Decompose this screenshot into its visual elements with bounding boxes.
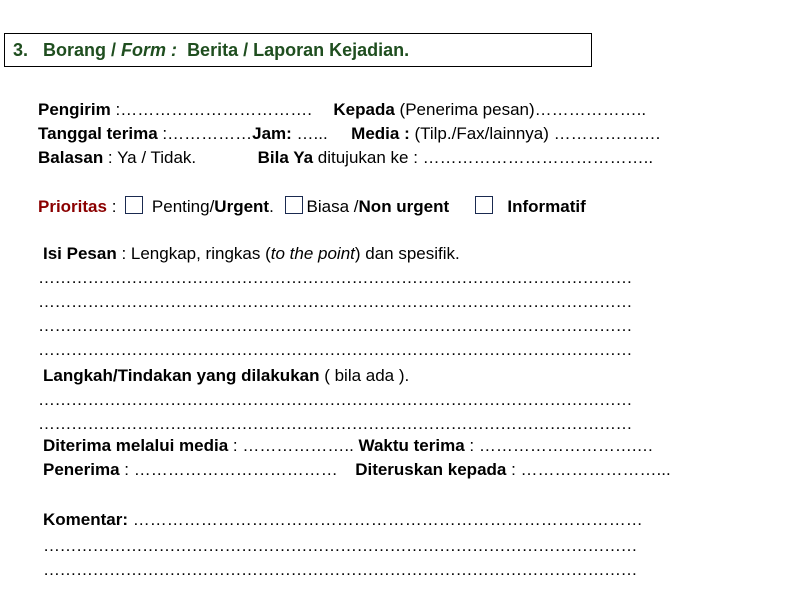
tanggal-field[interactable]: :…………… [157,124,253,143]
komentar-line-2[interactable]: ……………………………………………………………………………………………… [43,560,637,579]
isi-pesan-text-italic: to the point [270,244,355,263]
jam-label: Jam: [252,124,292,143]
isi-pesan-text-a: : Lengkap, ringkas ( [116,244,271,263]
penting-label-b: Urgent [214,197,270,216]
isi-pesan-line-2[interactable]: ……………………………………………………………………………………………… [38,292,632,311]
kepada-label: Kepada [333,100,395,119]
biasa-label-a: Biasa / [306,197,359,216]
pengirim-label: Pengirim [38,100,111,119]
isi-pesan-line-3[interactable]: ……………………………………………………………………………………………… [38,316,632,335]
prioritas-row [38,196,586,217]
komentar-field[interactable]: ……………………………………………………………………………… [128,510,643,529]
isi-pesan-line-1[interactable]: ……………………………………………………………………………………………… [38,268,632,287]
pengirim-field[interactable]: :……………………………. [110,100,312,119]
diteruskan-field[interactable]: : ……………………... [506,460,671,479]
diterima-row [43,436,654,456]
biasa-label-b: Non urgent [358,197,450,216]
isi-pesan-row [43,244,460,264]
penerima-row [43,460,671,480]
penting-label-a: Penting/ [151,197,215,216]
penerima-label: Penerima [43,460,120,479]
jam-field[interactable]: …... [291,124,328,143]
isi-pesan-label: Isi Pesan [43,244,117,263]
balasan-row [38,148,653,168]
langkah-label: Langkah/Tindakan yang dilakukan [43,366,320,385]
informatif-label: Informatif [507,197,586,216]
bilaya-label: Bila Ya [257,148,314,167]
langkah-text: ( bila ada ). [319,366,410,385]
langkah-line-1[interactable]: ……………………………………………………………………………………………… [38,390,632,409]
section-title [4,33,592,67]
title-number: 3. [13,40,29,60]
tanggal-label: Tanggal terima [38,124,158,143]
prioritas-label: Prioritas [38,197,107,216]
isi-pesan-text-b: ) dan spesifik. [354,244,460,263]
media-label: Media : [351,124,410,143]
komentar-row [43,510,643,530]
penting-checkbox[interactable] [125,196,143,214]
bilaya-field[interactable]: ditujukan ke : ………………………………….. [313,148,654,167]
diterima-field[interactable]: : ……………….. [228,436,359,455]
langkah-row [43,366,409,386]
penerima-field[interactable]: : ……………………………… [119,460,343,479]
pengirim-row [38,100,646,120]
media-field[interactable]: (Tilp./Fax/lainnya) ………………. [409,124,661,143]
isi-pesan-line-4[interactable]: ……………………………………………………………………………………………… [38,340,632,359]
penting-label-c: . [269,197,274,216]
title-part-3: Berita / Laporan Kejadian. [187,40,410,60]
informatif-checkbox[interactable] [475,196,493,214]
tanggal-row [38,124,660,144]
title-part-1: Borang / [43,40,122,60]
kepada-field[interactable]: (Penerima pesan)……………….. [394,100,647,119]
balasan-label: Balasan [38,148,104,167]
balasan-field[interactable]: : Ya / Tidak. [103,148,197,167]
langkah-line-2[interactable]: ……………………………………………………………………………………………… [38,414,632,433]
prioritas-colon: : [106,197,117,216]
waktu-terima-field[interactable]: : ……………………….… [464,436,654,455]
diteruskan-label: Diteruskan kepada [355,460,507,479]
komentar-line-1[interactable]: ……………………………………………………………………………………………… [43,536,637,555]
diterima-label: Diterima melalui media [43,436,229,455]
biasa-checkbox[interactable] [285,196,303,214]
komentar-label: Komentar: [43,510,129,529]
title-part-2: Form : [121,40,178,60]
waktu-terima-label: Waktu terima [358,436,465,455]
